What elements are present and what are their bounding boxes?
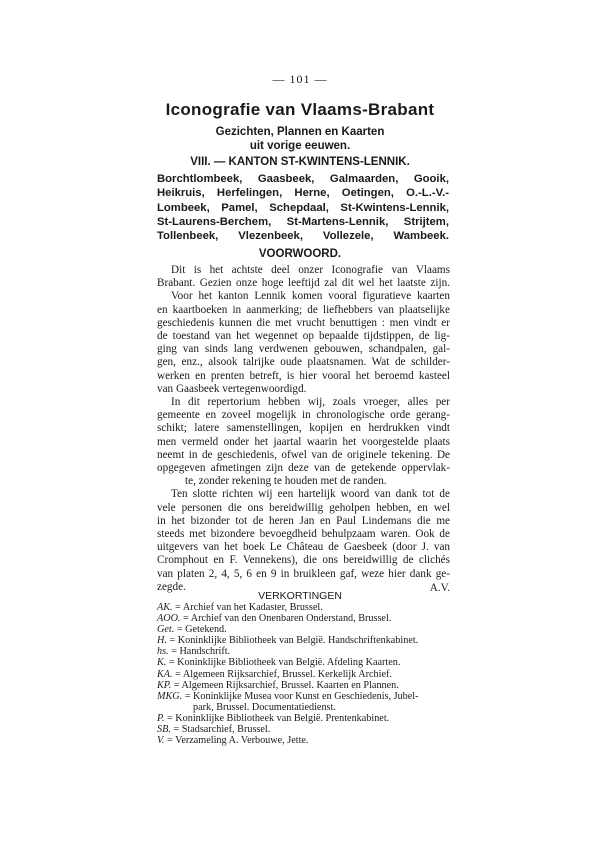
abbreviation-row	[157, 635, 457, 646]
abbreviation-text: = Archief van het Kadaster, Brussel.	[175, 602, 323, 613]
abbreviation-row	[157, 646, 457, 657]
village-line: Tollenbeek, Vlezenbeek, Vollezele, Wambeek.	[157, 230, 449, 243]
preface-line: opgegeven afmetingen zijn deze van de getekende oppervlak-	[157, 462, 450, 475]
preface-line: ging van sinds lang verdwenen gebouwen, schandpalen, gal-	[157, 343, 450, 356]
abbreviation-text: = Koninklijke Bibliotheek van België. Handschriftenkabinet.	[169, 635, 419, 647]
abbreviation-text: = Stadsarchief, Brussel.	[173, 724, 271, 736]
abbreviation-row	[157, 657, 457, 668]
abbreviation-row	[157, 680, 457, 691]
abbreviation-row	[157, 735, 457, 746]
abbreviation-key: H.	[157, 635, 167, 647]
abbreviation-row	[157, 624, 457, 635]
preface-line: Ten slotte richten wij een hartelijk woord van dank tot de	[171, 488, 450, 501]
abbreviation-row	[157, 669, 457, 680]
abbreviation-key: AOO.	[157, 613, 181, 625]
abbreviation-row	[157, 613, 457, 624]
preface-line: uitgevers van het boek Le Château de Gaesbeek (door J. van	[157, 541, 450, 554]
abbreviation-key: AK.	[157, 602, 173, 613]
village-line: St-Laurens-Berchem, St-Martens-Lennik, Strijtem,	[157, 215, 449, 228]
preface-heading: VOORWOORD.	[258, 248, 342, 260]
abbreviation-text: = Koninklijke Bibliotheek van België. Afdeling Kaarten.	[168, 657, 401, 669]
abbreviation-text: = Archief van den Onenbaren Onderstand, Brussel.	[183, 613, 392, 625]
preface-line: Brabant. Gezien onze hoge leeftijd zal dit wel het laatste zijn.	[157, 277, 450, 290]
preface-line: van platen 2, 4, 5, 6 en 9 in bruikleen gaf, weze hier dank ge-	[157, 567, 450, 580]
abbreviation-key: hs.	[157, 646, 169, 658]
abbreviation-key: Get.	[157, 624, 175, 636]
preface-line: vele personen die ons bereidwillig geholpen hebben, en wel	[157, 501, 450, 514]
preface-line: neemt in de geschiedenis, ofwel van de originele tekening. De	[157, 448, 450, 461]
preface-line: schikt; latere samenstellingen, kopijen en herdrukken vindt	[157, 422, 450, 435]
village-line: Heikruis, Herfelingen, Herne, Oetingen, O.-L.-V.-	[157, 187, 449, 200]
abbreviation-row	[157, 702, 457, 713]
abbreviation-text: = Algemeen Rijksarchief, Brussel. Kaarten en Plannen.	[173, 679, 399, 691]
abbreviations-heading: VERKORTINGEN	[258, 590, 342, 602]
preface-line: In dit repertorium hebben wij, zoals vroeger, alles per	[171, 396, 450, 409]
abbreviation-key: MKG.	[157, 690, 183, 702]
abbreviation-key: V.	[157, 735, 165, 747]
preface-line: men vermeld onder het jaartal waarin het voorgestelde plaats	[157, 435, 450, 448]
village-list	[157, 172, 449, 243]
abbreviation-row	[157, 724, 457, 735]
abbreviation-key: P.	[157, 712, 165, 724]
abbreviation-text: = Getekend.	[176, 624, 227, 636]
page-title: Iconografie van Vlaams-Brabant	[165, 100, 435, 119]
abbreviation-key: KP.	[157, 679, 172, 691]
preface-body	[157, 264, 450, 595]
preface-line: Cromphout en F. Vennekens), die ons bereidwillig de clichés	[157, 554, 450, 567]
abbreviation-key: KA.	[157, 668, 173, 680]
abbreviation-row	[157, 713, 457, 724]
abbreviation-row	[157, 602, 457, 613]
preface-line: te, zonder rekening te houden met de randen.	[185, 475, 387, 488]
preface-line: en kaartboeken in aanmerking; de liefhebbers van plaatselijke	[157, 303, 450, 316]
subtitle-line-1: Gezichten, Plannen en Kaarten	[215, 126, 385, 138]
abbreviation-text: = Handschrift.	[171, 646, 231, 658]
abbreviation-row	[157, 691, 457, 702]
preface-line: geschiedenis kunnen die met vrucht benuttigen : men vindt er	[157, 316, 450, 329]
village-line: Lombeek, Pamel, Schepdaal, St-Kwintens-Lennik,	[157, 201, 449, 214]
preface-line: Dit is het achtste deel onzer Iconografie van Vlaams	[171, 264, 450, 276]
abbreviation-text: = Algemeen Rijksarchief, Brussel. Kerkelijk Archief.	[175, 668, 392, 680]
preface-line: van Gaasbeek vertegenwoordigd.	[157, 382, 307, 395]
signature: A.V.	[429, 582, 450, 595]
abbreviation-text: = Koninklijke Bibliotheek van België. Prentenkabinet.	[167, 712, 390, 724]
abbreviation-text: = Koninklijke Musea voor Kunst en Geschiedenis, Jubel-	[184, 690, 419, 702]
preface-line: zegde.	[157, 580, 186, 593]
preface-line: werken en prenten betreft, is hier vooral het beroemd kasteel	[157, 369, 450, 382]
abbreviation-key: K.	[157, 657, 167, 669]
section-heading: VIII. — KANTON ST-KWINTENS-LENNIK.	[190, 156, 410, 168]
village-line: Borchtlombeek, Gaasbeek, Galmaarden, Gooik,	[157, 173, 449, 185]
preface-line: Voor het kanton Lennik komen vooral figuratieve kaarten	[171, 290, 450, 303]
abbreviation-text: park, Brussel. Documentatiedienst.	[193, 701, 336, 713]
abbreviation-key: SB.	[157, 724, 171, 736]
abbreviations-list	[157, 602, 457, 746]
preface-line: de toestand van het wegennet op bepaalde tijdstippen, de lig-	[157, 330, 450, 343]
abbreviation-text: = Verzameling A. Verbouwe, Jette.	[167, 735, 309, 747]
subtitle-line-2: uit vorige eeuwen.	[249, 140, 351, 152]
preface-line: in het bizonder tot de heren Jan en Paul Lindemans die me	[157, 514, 450, 527]
preface-line: steeds met bizondere bevoegdheid behulpzaam waren. Ook de	[157, 528, 450, 541]
preface-line: gemeente en zoveel mogelijk in chronologische orde gerang-	[157, 409, 450, 422]
page-number: — 101 —	[272, 72, 328, 86]
preface-line: gen, enz., alsook talrijke oude plaatsnamen. Wat de schilder-	[157, 356, 450, 369]
subtitle	[0, 125, 600, 153]
